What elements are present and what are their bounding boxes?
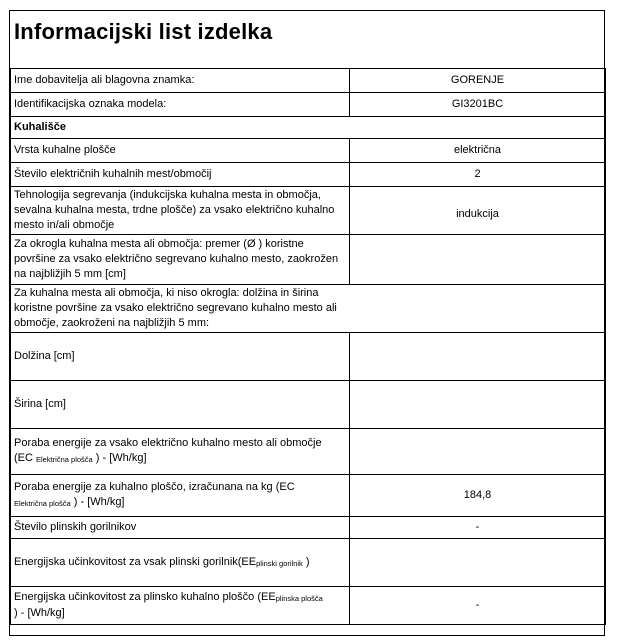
- table-row: [11, 475, 606, 517]
- zones-value: 2: [350, 163, 606, 187]
- section-hob: Kuhališče: [11, 117, 350, 139]
- round-label: Za okrogla kuhalna mesta ali območja: premer (Ø ) koristne površine za vsako električno segrevano kuhalno mesto, zaokrožen na najbližjih 5 mm [cm]: [11, 235, 350, 285]
- table-row: [11, 587, 606, 625]
- gas-count-value: -: [350, 517, 606, 539]
- ee-burner-label-a: Energijska učinkovitost za vsak plinski gorilnik(EE: [14, 555, 257, 568]
- ee-hob-value: -: [350, 587, 606, 625]
- round-value: [350, 235, 606, 285]
- ec-hob-label-a: Poraba energije za kuhalno ploščo, izračunana na kg (EC: [14, 481, 295, 493]
- product-info-table: [10, 68, 606, 625]
- table-row: [11, 517, 606, 539]
- supplier-label: Ime dobavitelja ali blagovna znamka:: [11, 69, 350, 93]
- ec-zone-sub: Električna plošča: [36, 455, 93, 464]
- width-label: Širina [cm]: [11, 381, 350, 429]
- ee-hob-label: [11, 587, 350, 625]
- tech-label: Tehnologija segrevanja (indukcijska kuhalna mesta in območja, sevalna kuhalna mesta, trdne plošče) za vsako električno kuhalno mesto in/ali območje: [11, 187, 350, 235]
- type-value: električna: [350, 139, 606, 163]
- type-label: Vrsta kuhalne plošče: [11, 139, 350, 163]
- ec-hob-value: 184,8: [350, 475, 606, 517]
- table-row: [11, 93, 606, 117]
- zones-label: Število električnih kuhalnih mest/območij: [11, 163, 350, 187]
- section-hob-empty: [350, 117, 606, 139]
- tech-value: indukcija: [350, 187, 606, 235]
- ee-hob-label-c: ) - [Wh/kg]: [14, 607, 65, 619]
- table-row: [11, 69, 606, 93]
- table-row: [11, 139, 606, 163]
- ee-hob-label-a: Energijska učinkovitost za plinsko kuhalno ploščo (EE: [14, 591, 276, 603]
- table-row: [11, 333, 606, 381]
- length-value: [350, 333, 606, 381]
- ec-zone-label-c: ) - [Wh/kg]: [95, 452, 147, 464]
- ee-burner-sub: plinski gorilnik: [256, 558, 303, 568]
- nonround-empty: [350, 285, 606, 333]
- table-row: [11, 187, 606, 235]
- gas-count-label: Število plinskih gorilnikov: [11, 517, 350, 539]
- table-row: [11, 429, 606, 475]
- table-row: [11, 285, 606, 333]
- ec-zone-label: [11, 429, 350, 475]
- ec-zone-label-b: (EC: [14, 452, 33, 464]
- model-value: GI3201BC: [350, 93, 606, 117]
- ee-burner-label-c: ): [302, 555, 310, 568]
- width-value: [350, 381, 606, 429]
- model-label: Identifikacijska oznaka modela:: [11, 93, 350, 117]
- table-row: [11, 381, 606, 429]
- table-row: [11, 117, 606, 139]
- table-row: [11, 235, 606, 285]
- ee-hob-sub: plinska plošča: [275, 594, 323, 603]
- ee-burner-value: [350, 539, 606, 587]
- nonround-label: Za kuhalna mesta ali območja, ki niso okrogla: dolžina in širina koristne površine za vsako električno segrevano kuhalno mesto ali območje, zaokroženi na najbližjih 5 mm:: [11, 285, 350, 333]
- table-row: [11, 539, 606, 587]
- ec-hob-label: [11, 475, 350, 517]
- ec-hob-label-c: ) - [Wh/kg]: [73, 496, 125, 508]
- ec-hob-sub: Električna plošča: [14, 499, 71, 508]
- page-title: Informacijski list izdelka: [14, 19, 273, 44]
- ee-burner-label: [11, 539, 350, 587]
- ec-zone-label-a: Poraba energije za vsako električno kuhalno mesto ali območje: [14, 437, 322, 449]
- ec-zone-value: [350, 429, 606, 475]
- length-label: Dolžina [cm]: [11, 333, 350, 381]
- table-row: [11, 163, 606, 187]
- supplier-value: GORENJE: [350, 69, 606, 93]
